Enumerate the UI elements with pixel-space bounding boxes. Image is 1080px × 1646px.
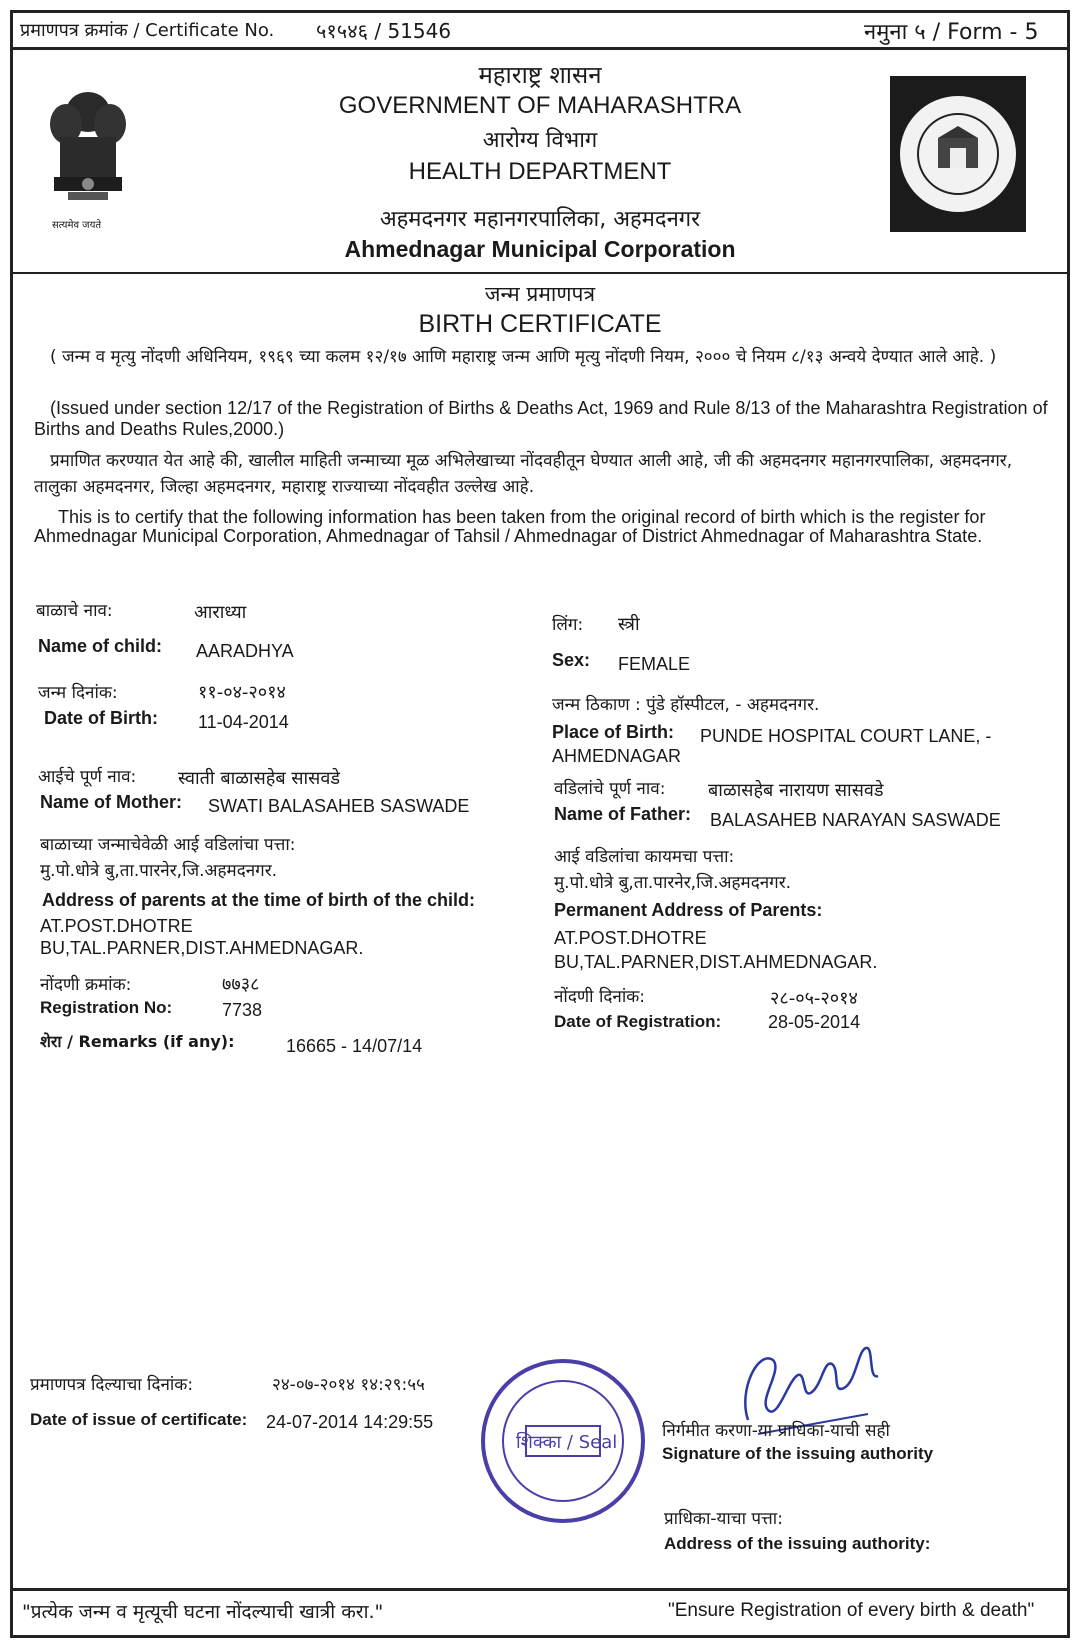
pob-line2: AHMEDNAGAR [552, 746, 682, 766]
pob-label: Place of Birth: [552, 722, 675, 742]
address-perm-line1: AT.POST.DHOTRE [554, 928, 707, 948]
reg-no-mr-label: नोंदणी क्रमांक: [40, 975, 132, 995]
certify-text-english: This is to certify that the following information has been taken from the original record of birth which is the register for Ahmednagar Municipal Corporation, Ahmednagar of Tahsil / Ahmednagar of District Ahmednagar of Maharashtra State. [34, 507, 986, 546]
header-divider [10, 272, 1070, 274]
official-seal [478, 1356, 648, 1526]
dob: 11-04-2014 [198, 712, 289, 732]
address-birth-mr-label: बाळाच्या जन्माचेवेळी आई वडिलांचा पत्ता: [40, 835, 296, 855]
father-mr-label: वडिलांचे पूर्ण नाव: [554, 779, 666, 799]
mother-name-label: Name of Mother: [40, 792, 183, 812]
government-english: GOVERNMENT OF MAHARASHTRA [338, 92, 742, 119]
issue-date-mr-label: प्रमाणपत्र दिल्याचा दिनांक: [30, 1375, 194, 1395]
sex-mr-label: लिंग: [552, 615, 584, 635]
dob-mr-label: जन्म दिनांक: [38, 683, 118, 703]
corporation-english: Ahmednagar Municipal Corporation [344, 236, 736, 262]
certificate-number: ५१५४६ / 51546 [316, 19, 452, 43]
footer-marathi: "प्रत्येक जन्म व मृत्यूची घटना नोंदल्याची खात्री करा." [22, 1601, 384, 1623]
certificate-number-label: प्रमाणपत्र क्रमांक / Certificate No. [20, 20, 275, 41]
dob-mr: ११-०४-२०१४ [198, 682, 286, 703]
authority-address-mr: प्राधिका-याचा पत्ता: [664, 1509, 783, 1529]
remarks-label: शेरा / Remarks (if any): [40, 1032, 235, 1051]
father-name: BALASAHEB NARAYAN SASWADE [710, 810, 1001, 830]
child-name-mr-label: बाळाचे नाव: [36, 601, 113, 621]
registration-date: 28-05-2014 [768, 1012, 861, 1032]
sex: FEMALE [618, 654, 691, 674]
reg-date-mr: २८-०५-२०१४ [770, 988, 858, 1009]
mother-name: SWATI BALASAHEB SASWADE [208, 796, 470, 816]
father-mr: बाळासहेब नारायण सासवडे [708, 780, 884, 801]
child-name-mr: आराध्या [194, 602, 247, 623]
issue-date: 24-07-2014 14:29:55 [266, 1412, 434, 1432]
issue-date-mr: २४-०७-२०१४ १४:२९:५५ [272, 1375, 425, 1395]
address-perm-mr-label: आई वडिलांचा कायमचा पत्ता: [554, 847, 735, 867]
address-birth-label: Address of parents at the time of birth of the child: [42, 890, 476, 910]
address-perm-mr: मु.पो.धोत्रे बु,ता.पारनेर,जि.अहमदनगर. [554, 873, 792, 893]
authority-address-label: Address of the issuing authority: [664, 1534, 931, 1553]
child-name: AARADHYA [196, 641, 294, 661]
mother-mr: स्वाती बाळासहेब सासवडे [178, 768, 340, 789]
footer-divider [10, 1588, 1070, 1591]
reg-date-mr-label: नोंदणी दिनांक: [554, 987, 646, 1007]
sex-mr: स्त्री [618, 614, 640, 635]
issue-date-label: Date of issue of certificate: [30, 1410, 248, 1429]
remarks: 16665 - 14/07/14 [286, 1036, 423, 1056]
pob-mr: जन्म ठिकाण : पुंडे हॉस्पीटल, - अहमदनगर. [552, 695, 820, 715]
certify-text-marathi: प्रमाणित करण्यात येत आहे की, खालील माहिती जन्माच्या मूळ अभिलेखाच्या नोंदवहीतून घेण्यात आली आहे, जी की अहमदनगर महानगरपालिका, अहमदनगर, तालुका अहमदनगर, जिल्हा अहमदनगर, महाराष्ट्र राज्याच्या नोंदवहीत उल्लेख आहे. [34, 451, 1013, 497]
dob-label: Date of Birth: [44, 708, 158, 728]
title-marathi: जन्म प्रमाणपत्र [484, 282, 596, 306]
registration-no-label: Registration No: [40, 998, 173, 1017]
legal-text-english: (Issued under section 12/17 of the Registration of Births & Deaths Act, 1969 and Rule 8/13 of the Maharashtra Registration of Births and Deaths Rules,2000.) [34, 398, 1048, 439]
department-marathi: आरोग्य विभाग [482, 128, 598, 153]
corporation-marathi: अहमदनगर महानगरपालिका, अहमदनगर [379, 207, 701, 232]
form-number: नमुना ५ / Form - 5 [864, 20, 1039, 45]
address-perm-label: Permanent Address of Parents: [554, 900, 823, 920]
address-birth-mr: मु.पो.धोत्रे बु,ता.पारनेर,जि.अहमदनगर. [40, 861, 278, 881]
seal-label: शिक्का / Seal [516, 1432, 618, 1453]
signature-label: Signature of the issuing authority [662, 1444, 934, 1463]
pob-line1: PUNDE HOSPITAL COURT LANE, - [700, 726, 992, 746]
child-name-label: Name of child: [38, 636, 163, 656]
address-birth-line1: AT.POST.DHOTRE [40, 916, 193, 936]
emblem-motto: सत्यमेव जयते [52, 220, 102, 231]
address-birth-line2: BU,TAL.PARNER,DIST.AHMEDNAGAR. [40, 938, 364, 958]
legal-text-marathi: ( जन्म व मृत्यु नोंदणी अधिनियम, १९६९ च्या कलम १२/१७ आणि महाराष्ट्र जन्म आणि मृत्यु नोंदणी नियम, २००० चे नियम ८/१३ अन्वये देण्यात आले आहे. ) [50, 347, 997, 367]
department-english: HEALTH DEPARTMENT [408, 158, 672, 185]
mother-mr-label: आईचे पूर्ण नाव: [38, 767, 137, 787]
registration-date-label: Date of Registration: [554, 1012, 722, 1031]
registration-no: 7738 [222, 1000, 263, 1020]
address-perm-line2: BU,TAL.PARNER,DIST.AHMEDNAGAR. [554, 952, 878, 972]
title-english: BIRTH CERTIFICATE [418, 310, 662, 338]
government-marathi: महाराष्ट्र शासन [478, 61, 602, 89]
signature-mr: निर्गमीत करणा-या प्राधिका-याची सही [662, 1421, 890, 1441]
father-name-label: Name of Father: [554, 804, 692, 824]
footer-english: "Ensure Registration of every birth & death" [668, 1600, 1035, 1621]
reg-no-mr: ७७३८ [222, 974, 260, 995]
sex-label: Sex: [552, 650, 591, 670]
